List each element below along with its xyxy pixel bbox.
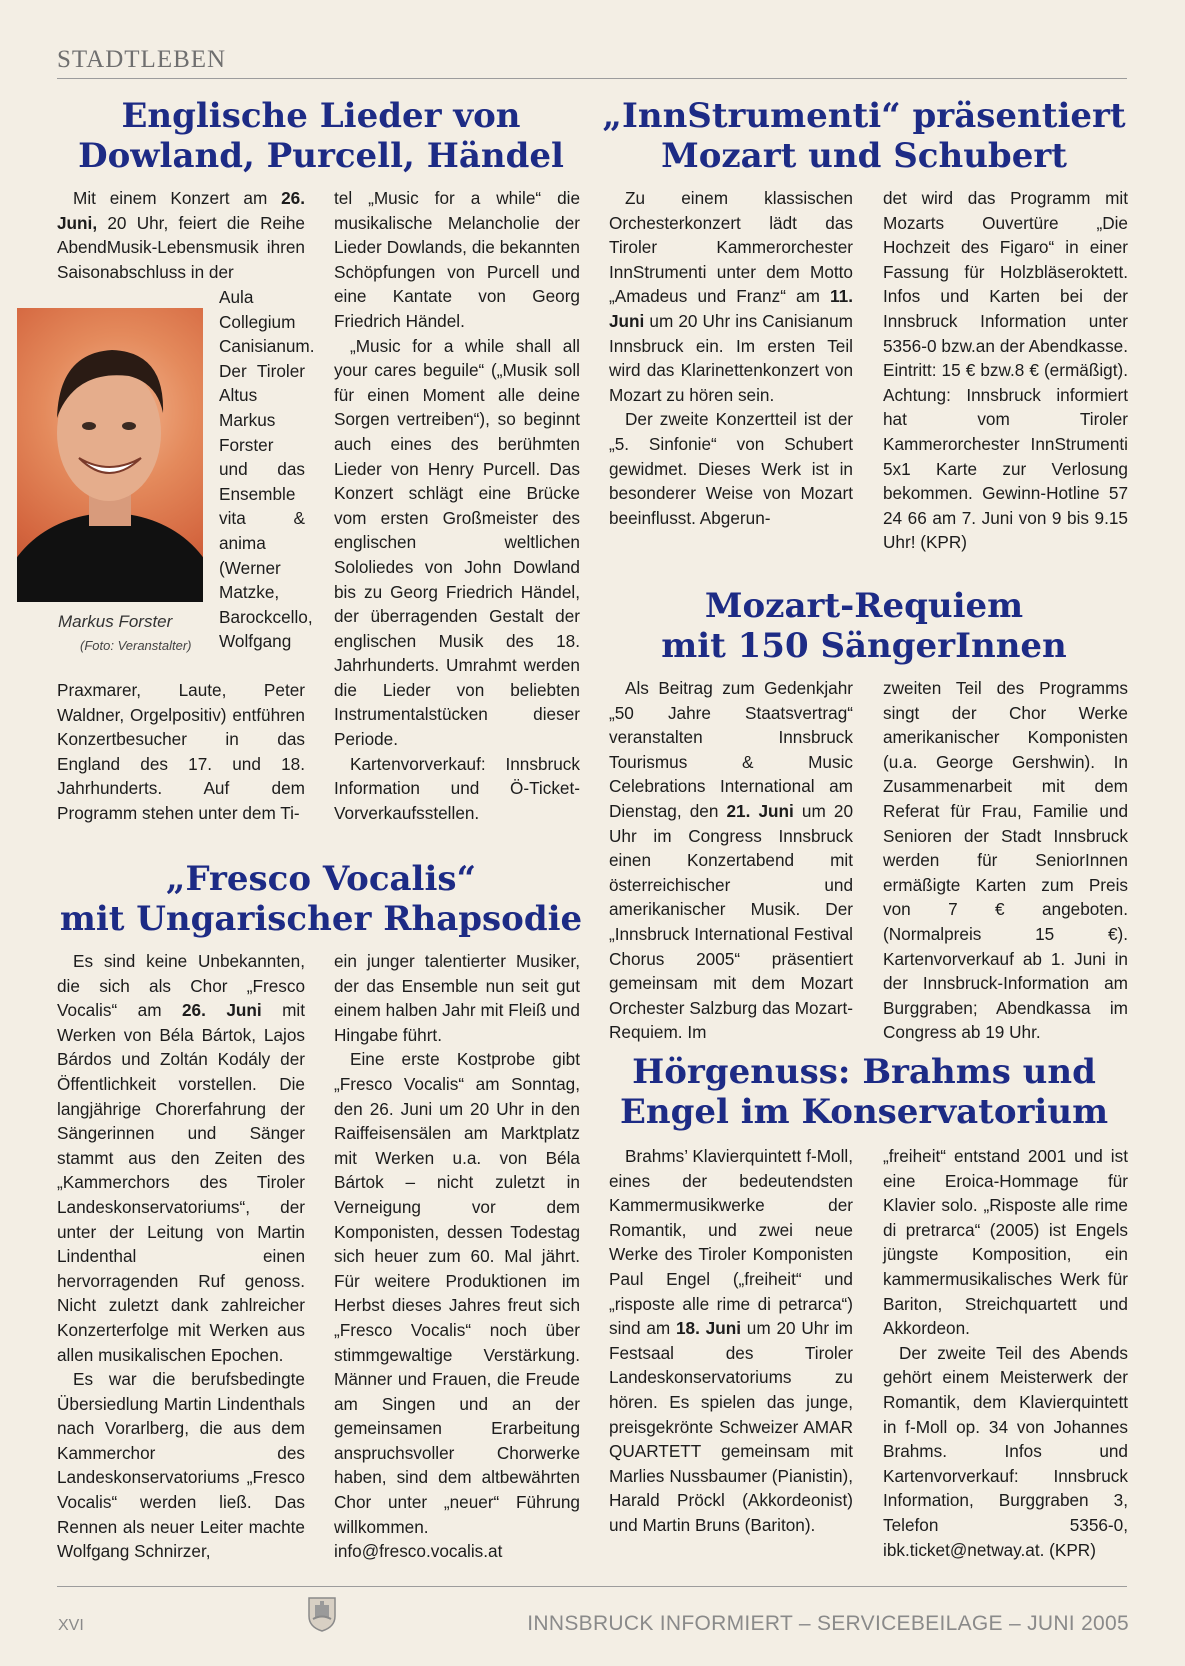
text-run: mit Werken von Béla Bártok, Lajos Bárdos und Zoltán Kodály der Öffentlichkeit vorstellen. Die langjährige Chorerfahrung der Sängerinnen und Sänger stammt aus den Zeiten des „Kammerchors des Tiroler Landeskonservatoriums“, der unter der Leitung von Martin Lindenthal einen hervorragenden Ruf genoss. Nicht zuletzt dank zahlreicher Konzerterfolge mit Werken aus allen musikalischen Epochen. <box>57 1000 306 1365</box>
text-run: 20 Uhr, feiert die Reihe AbendMusik-Lebensmusik ihren Saisonabschluss in der <box>57 212 305 282</box>
city-crest-icon <box>307 1596 337 1632</box>
date-highlight: 11. Juni <box>609 286 853 331</box>
paragraph: Der zweite Teil des Abends gehört einem Meisterwerk der Romantik, dem Klavierquintett in f-Moll op. 34 von Johannes Brahms. Infos und Kartenvorverkauf: Innsbruck Information, Burggraben 3, Telefon 5356-0, ibk.ticket@netway.at. (KPR) <box>883 1342 1128 1560</box>
headline-mozart-requiem <box>600 586 1128 666</box>
headline-line: „InnStrumenti“ präsentiert <box>602 96 1126 136</box>
headline-innstrumenti <box>600 96 1128 176</box>
paragraph: zweiten Teil des Programms singt der Chor Werke amerikanischer Komponisten (u.a. George Gershwin). In Zusammenarbeit mit dem Referat für Frau, Familie und Senioren der Stadt Innsbruck werden für SeniorInnen ermäßigte Karten zum Preis von 7 € angeboten. (Normalpreis 15 €). Kartenvorverkauf ab 1. Juni in der Innsbruck-Information am Burggraben; Abendkassa im Congress ab 19 Uhr. <box>883 678 1128 1043</box>
text-run: um 20 Uhr im Congress Innsbruck einen Konzertabend mit österreichischer und amerikanischer Musik. Der „Innsbruck International Festival Chorus 2005“ präsentiert gemeinsam mit dem Mozart Orchester Salzburg das Mozart-Requiem. Im <box>609 800 854 1043</box>
article-english-songs-col2 <box>334 186 580 825</box>
text-block: Praxmarer, Laute, Peter Waldner, Orgelpositiv) entführen Konzertbesucher in das England des 17. und 18. Jahrhunderts. Auf dem Programm stehen unter dem Ti- <box>57 680 305 823</box>
text-run: Mit einem Konzert am <box>73 188 282 208</box>
article-fresco-vocalis-col2 <box>334 949 580 1564</box>
paragraph: ein junger talentierter Musiker, der das Ensemble nun seit gut einem halben Jahr mit Fleiß und Hingabe führt. <box>334 951 580 1045</box>
text-run: um 20 Uhr ins Canisianum Innsbruck ein. Im ersten Teil wird das Klarinettenkonzert von Mozart zu hören sein. <box>609 310 853 405</box>
article-english-songs-beside-photo <box>219 285 315 654</box>
headline-line: Engel im Konservatorium <box>619 1092 1109 1132</box>
paragraph: det wird das Programm mit Mozarts Ouvertüre „Die Hochzeit des Figaro“ in einer Fassung für Holzbläseroktett. Infos und Karten bei der Innsbruck Information unter 5356-0 bzw.an der Abendkasse. Eintritt: 15 € bzw.8 € (ermäßigt). Achtung: Innsbruck informiert hat vom Tiroler Kammerorchester InnStrumenti 5x1 Karte zur Verlosung bekommen. Gewinn-Hotline 57 24 66 am 7. Juni von 9 bis 9.15 Uhr! (KPR) <box>883 188 1128 553</box>
paragraph: „Music for a while shall all your cares beguile“ („Musik soll für einen Moment alle deine Sorgen vertreiben“), so beginnt auch eines des berühmten Lieder von Henry Purcell. Das Konzert schlägt eine Brücke vom ersten Großmeister des englischen weltlichen Sololiedes von John Dowland bis zu Georg Friedrich Händel, der überragenden Gestalt der englischen Musik des 18. Jahrhunderts. Umrahmt werden die Lieder von beliebten Instrumentalstücken dieser Periode. <box>334 335 580 750</box>
text-run: um 20 Uhr im Festsaal des Tiroler Landeskonservatoriums zu hören. Es spielen das junge, preisgekrönte Schweizer AMAR QUARTETT gemeinsam mit Marlies Nussbaumer (Pianistin), Harald Pröckl (Akkordeonist) und Martin Bruns (Bariton). <box>609 1318 853 1535</box>
paragraph: Kartenvorverkauf: Innsbruck Information und Ö-Ticket-Vorverkaufsstellen. <box>334 753 580 823</box>
date-highlight: Juni, <box>57 212 98 233</box>
headline-line: Mozart-Requiem <box>704 586 1024 626</box>
headline-fresco-vocalis <box>57 859 585 939</box>
footer-rule <box>57 1586 1127 1587</box>
article-innstrumenti-col1 <box>609 186 853 530</box>
date-highlight: 26. <box>281 188 305 208</box>
article-mozart-requiem <box>600 586 1128 666</box>
headline-line: Englische Lieder von <box>121 96 521 136</box>
article-fresco-vocalis <box>57 859 585 939</box>
publication-title: INNSBRUCK INFORMIERT – SERVICEBEILAGE – JUNI 2005 <box>527 1612 1129 1635</box>
photo-credit: (Foto: Veranstalter) <box>80 638 192 653</box>
article-innstrumenti-col2 <box>883 186 1128 555</box>
paragraph: Eine erste Kostprobe gibt „Fresco Vocalis“ am Sonntag, den 26. Juni um 20 Uhr in den Raiffeisensälen am Marktplatz mit Werken u.a. von Béla Bártok – nicht zuletzt in Verneigung vor dem Komponisten, dessen Todestag sich heuer zum 60. Mal jährt. Für weitere Produktionen im Herbst dieses Jahres freut sich „Fresco Vocalis“ noch über stimmgewaltige Verstärkung. Männer und Frauen, die Freude am Singen und an der gemeinsamen Erarbeitung anspruchsvoller Chorwerke haben, sind dem altbewährten Chor unter „neuer“ Führung willkommen. info@fresco.vocalis.at <box>334 1049 580 1562</box>
headline-hoergenuss <box>600 1052 1128 1132</box>
section-label: STADTLEBEN <box>57 46 227 73</box>
portrait-illustration <box>17 308 203 602</box>
article-english-songs-col1 <box>57 186 305 284</box>
text-block: Aula Collegium Canisianum. Der Tiroler Altus Markus Forster und das Ensemble vita & anima (Werner Matzke, Barockcello, Wolfgang <box>219 287 315 652</box>
headline-line: Hörgenuss: Brahms und <box>632 1052 1096 1092</box>
article-mozart-requiem-col1 <box>609 676 853 1045</box>
text-run: Als Beitrag zum Gedenkjahr „50 Jahre Staatsvertrag“ veranstalten Innsbruck Tourismus & Music Celebrations International am Dienstag, den <box>609 678 853 821</box>
headline-line: Mozart und Schubert <box>661 136 1067 176</box>
text-run: Zu einem klassischen Orchesterkonzert lädt das Tiroler Kammerorchester InnStrumenti unter dem Motto „Amadeus und Franz“ am <box>609 188 853 307</box>
photo-markus-forster <box>17 308 203 602</box>
article-english-songs <box>57 96 585 176</box>
headline-line: „Fresco Vocalis“ <box>165 859 477 899</box>
headline-line: mit 150 SängerInnen <box>661 626 1067 666</box>
headline-line: Dowland, Purcell, Händel <box>78 136 564 176</box>
date-highlight: 26. Juni <box>181 1000 262 1021</box>
paragraph: tel „Music for a while“ die musikalische Melancholie der Lieder Dowlands, die bekannten Schöpfungen von Purcell und eine Kantate von Georg Friedrich Händel. <box>334 188 580 331</box>
paragraph: Der zweite Konzertteil ist der „5. Sinfonie“ von Schubert gewidmet. Dieses Werk ist in besonderer Weise von Mozart beeinflusst. Abgerun- <box>609 409 853 528</box>
date-highlight: 18. Juni <box>675 1318 741 1339</box>
text-run: Es sind keine Unbekannten, die sich als Chor „Fresco Vocalis“ am <box>57 951 305 1021</box>
paragraph: „freiheit“ entstand 2001 und ist eine Eroica-Hommage für Klavier solo. „Risposte alle rime di pretrarca“ (2005) ist Engels jüngste Komposition, ein kammermusikalisches Werk für Bariton, Streichquartett und Akkordeon. <box>883 1146 1128 1339</box>
article-fresco-vocalis-col1 <box>57 949 305 1564</box>
article-innstrumenti <box>600 96 1128 176</box>
date-highlight: 21. Juni <box>726 800 794 821</box>
photo-caption: Markus Forster <box>58 612 173 631</box>
page-number: XVI <box>58 1617 84 1634</box>
article-hoergenuss-col2 <box>883 1144 1128 1562</box>
article-hoergenuss-col1 <box>609 1144 853 1538</box>
headline-english-songs <box>57 96 585 176</box>
article-english-songs-col1-rest <box>57 678 305 826</box>
header-rule <box>57 78 1127 79</box>
paragraph: Es war die berufsbedingte Übersiedlung Martin Lindenthals nach Vorarlberg, die aus dem Kammerchor des Landeskonservatoriums „Fresco Vocalis“ werden ließ. Das Rennen als neuer Leiter machte Wolfgang Schnirzer, <box>57 1369 305 1562</box>
headline-line: mit Ungarischer Rhapsodie <box>59 899 583 939</box>
text-run: Brahms’ Klavierquintett f-Moll, eines der bedeutendsten Kammermusikwerke der Romantik, und zwei neue Werke des Tiroler Komponisten Paul Engel („freiheit“ und „risposte alle rime di petrarca“) sind am <box>609 1146 853 1339</box>
article-hoergenuss <box>600 1052 1128 1132</box>
article-mozart-requiem-col2 <box>883 676 1128 1045</box>
